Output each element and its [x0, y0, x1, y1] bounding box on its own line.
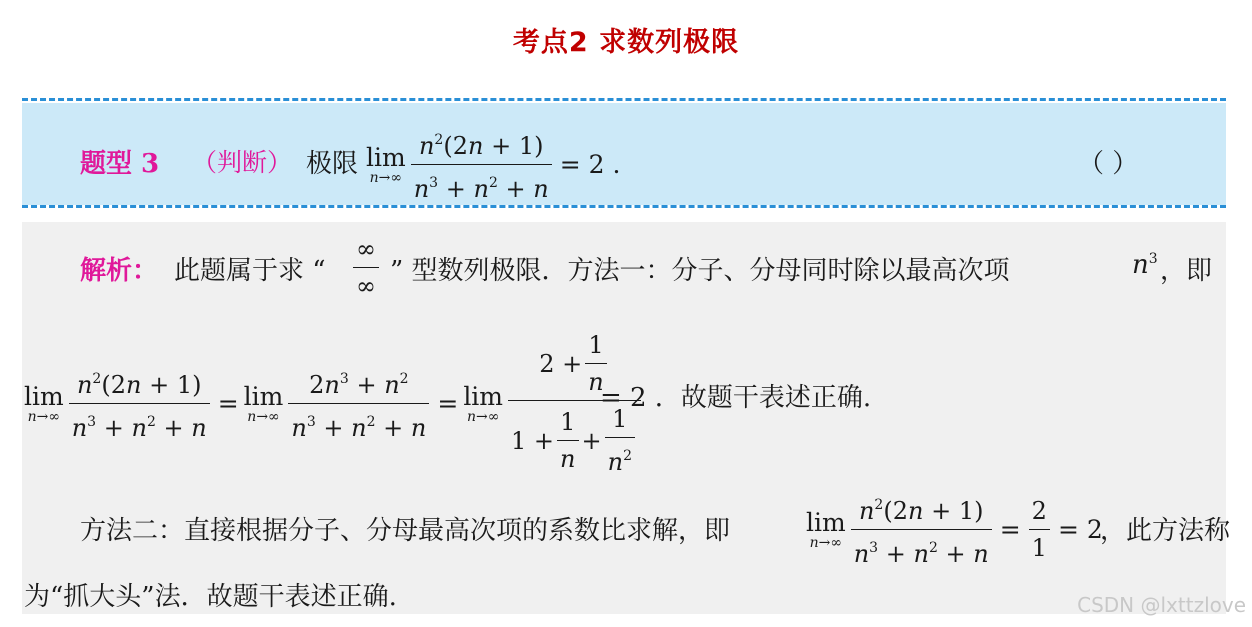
analysis-line3-b: ，此方法称 [1100, 516, 1231, 546]
derivation-formula: lim n→∞ $\frac{n^2(2n + 1)}{n^3 + n^2 + n}$ = lim n→∞ $\frac{2n^3 + n^2}{n^3 + n^2 + n}$ = lim n→∞ 2 + $\frac{1}{n}$ 1 + $\frac{1}{n}$ + $\frac{1}{n^2}$ [24, 330, 644, 477]
analysis-line4: 为“抓大头”法．故题干表述正确. [24, 582, 397, 612]
answer-blank: （ ） [1078, 149, 1139, 179]
analysis-line1-a: 此题属于求 “ [174, 256, 326, 286]
question-type-label: 题型 3 [80, 149, 160, 179]
question-rhs: = 2 . [559, 150, 621, 179]
analysis-line1-c: ，即 [1160, 256, 1213, 286]
method2-formula: lim n→∞ $\frac{n^2(2n + 1)}{n^3 + n^2 + n}$ = $\frac{2}{1}$ = 2 [806, 497, 1103, 568]
page-title: 考点2 求数列极限 [512, 27, 740, 58]
bottom-divider [22, 205, 1226, 208]
analysis-line3-a: 方法二：直接根据分子、分母最高次项的系数比求解，即 [80, 516, 731, 546]
fraction: $\frac{n^2(2n + 1)}{n^3 + n^2 + n}$ [411, 125, 552, 204]
watermark: CSDN @lxttzlove [1077, 593, 1246, 617]
analysis-line2-end: = 2 ．故题干表述正确. [600, 383, 872, 413]
question-stem: 极限 [306, 149, 359, 179]
inf-over-inf: $\frac{\infty}{\infty}$ [350, 234, 382, 301]
limit-operator: lim n→∞ [366, 142, 406, 186]
analysis-line1-b: ” 型数列极限．方法一：分子、分母同时除以最高次项 [390, 256, 1010, 286]
question-formula [366, 125, 625, 204]
analysis-label: 解析： [80, 256, 159, 286]
n-cubed: $n^3$ [1132, 250, 1158, 280]
top-divider [22, 98, 1226, 101]
question-judge-tag: （判断） [192, 148, 293, 177]
